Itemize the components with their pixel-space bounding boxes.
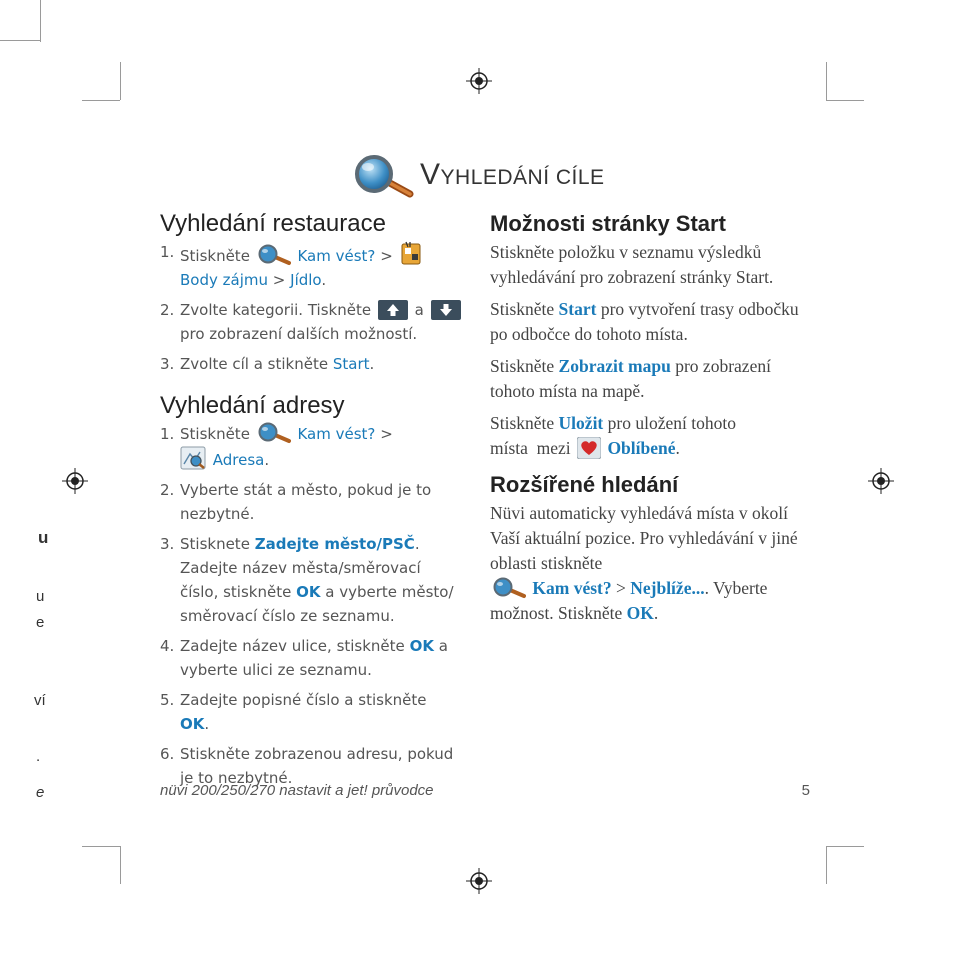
step-text: . bbox=[414, 535, 420, 553]
step-text: . bbox=[321, 271, 327, 289]
paragraph-text: > bbox=[615, 578, 626, 598]
start-label: Start bbox=[558, 299, 597, 319]
trim-mark bbox=[120, 846, 121, 884]
paragraph bbox=[490, 411, 810, 461]
step-text: > bbox=[272, 271, 286, 289]
step-number: 3. bbox=[160, 355, 175, 373]
step-number: 2. bbox=[160, 481, 175, 499]
kam-vest-label: Kam vést? bbox=[297, 425, 376, 443]
page-number: 5 bbox=[801, 782, 810, 799]
bleed-fragment: ví bbox=[34, 692, 46, 709]
bleed-fragment: e bbox=[36, 614, 45, 631]
step-text: a bbox=[438, 637, 448, 655]
paragraph-text: Stiskněte bbox=[490, 299, 555, 319]
section-title-rest: YHLEDÁNÍ CÍLE bbox=[440, 166, 605, 189]
ok-label: OK bbox=[409, 637, 434, 655]
paragraph bbox=[490, 501, 810, 626]
list-item bbox=[160, 532, 480, 628]
kam-vest-label: Kam vést? bbox=[532, 578, 612, 598]
jidlo-label: Jídlo bbox=[290, 271, 322, 289]
restaurant-steps bbox=[160, 240, 480, 376]
step-text: Stisknete bbox=[180, 535, 250, 553]
step-text: směrovací číslo ze seznamu. bbox=[180, 607, 395, 625]
step-text: Zadejte název města/směrovací bbox=[180, 559, 421, 577]
step-text: . bbox=[264, 451, 270, 469]
registration-mark-icon bbox=[466, 868, 492, 894]
ulozit-label: Uložit bbox=[558, 413, 604, 433]
step-text: . bbox=[204, 715, 210, 733]
trim-mark bbox=[826, 62, 827, 100]
body-zajmu-label: Body zájmu bbox=[180, 271, 268, 289]
bleed-fragment: u bbox=[38, 528, 49, 547]
section-title bbox=[420, 158, 605, 192]
heading-advanced-search: Rozšířené hledání bbox=[490, 472, 679, 497]
list-item bbox=[160, 688, 480, 736]
paragraph-text: . Vyberte možnost. Stiskněte bbox=[490, 578, 768, 623]
step-number: 1. bbox=[160, 243, 175, 261]
zobrazit-mapu-label: Zobrazit mapu bbox=[558, 356, 671, 376]
paragraph-text: pro zobrazení tohoto místa na mapě. bbox=[490, 356, 771, 401]
trim-mark bbox=[826, 846, 827, 884]
step-text: je to nezbytné. bbox=[180, 769, 293, 787]
search-icon bbox=[492, 577, 526, 599]
step-number: 4. bbox=[160, 637, 175, 655]
step-text: a vyberte město/ bbox=[325, 583, 454, 601]
step-text: číslo, stiskněte bbox=[180, 583, 292, 601]
search-icon bbox=[257, 422, 291, 444]
paragraph-text: pro vytvoření trasy odbočku po odbočce do tohoto místa. bbox=[490, 299, 799, 344]
search-icon bbox=[352, 154, 414, 202]
heading-start-options: Možnosti stránky Start bbox=[490, 211, 726, 236]
trim-mark bbox=[826, 846, 864, 847]
step-text: Zvolte cíl a stikněte bbox=[180, 355, 329, 373]
step-text: Zadejte popisné číslo a stiskněte bbox=[180, 691, 427, 709]
registration-mark-icon bbox=[62, 468, 88, 494]
trim-mark bbox=[82, 100, 120, 101]
list-item bbox=[160, 240, 480, 292]
step-text: Stiskněte bbox=[180, 247, 250, 265]
trim-mark bbox=[40, 0, 41, 42]
step-text: Zadejte název ulice, stiskněte bbox=[180, 637, 405, 655]
paragraph-text: . bbox=[675, 438, 680, 458]
heading-address: Vyhledání adresy bbox=[160, 392, 345, 419]
footer-title: nüvi 200/250/270 nastavit a jet! průvodce bbox=[160, 782, 434, 799]
adresa-label: Adresa bbox=[212, 451, 265, 469]
step-text: > bbox=[380, 425, 393, 443]
bleed-fragment: e bbox=[36, 784, 45, 801]
step-text: pro zobrazení dalších možností. bbox=[180, 325, 418, 343]
paragraph: Stiskněte položku v seznamu výsledků vyhledávání pro zobrazení stránky Start. bbox=[490, 242, 774, 287]
address-steps bbox=[160, 422, 480, 790]
section-title-initial: V bbox=[420, 158, 441, 191]
bleed-fragment: . bbox=[36, 748, 41, 765]
ok-label: OK bbox=[180, 715, 205, 733]
step-text: . bbox=[369, 355, 375, 373]
list-item bbox=[160, 634, 480, 682]
ok-label: OK bbox=[296, 583, 321, 601]
step-text: Vyberte stát a město, pokud je to bbox=[180, 481, 432, 499]
section-header bbox=[352, 148, 642, 204]
step-number: 1. bbox=[160, 425, 175, 443]
step-text: a bbox=[414, 301, 424, 319]
paragraph-text: Nüvi automaticky vyhledává místa v okolí Vaší aktuální pozice. Pro vyhledávání v jiné oblasti stiskněte bbox=[490, 503, 798, 573]
list-item bbox=[160, 352, 480, 376]
arrow-down-icon bbox=[431, 300, 461, 320]
poi-icon bbox=[400, 240, 422, 266]
heading-restaurant: Vyhledání restaurace bbox=[160, 210, 386, 237]
trim-mark bbox=[120, 62, 121, 100]
step-text: nezbytné. bbox=[180, 505, 255, 523]
list-item bbox=[160, 478, 480, 526]
zadejte-mesto-label: Zadejte město/PSČ bbox=[254, 535, 415, 553]
step-text: Stiskněte zobrazenou adresu, pokud bbox=[180, 745, 454, 763]
address-icon bbox=[180, 446, 206, 470]
step-text: Stiskněte bbox=[180, 425, 250, 443]
registration-mark-icon bbox=[868, 468, 894, 494]
paragraph-text: Stiskněte bbox=[490, 356, 555, 376]
ok-label: OK bbox=[626, 603, 654, 623]
step-text: vyberte ulici ze seznamu. bbox=[180, 661, 372, 679]
trim-mark bbox=[0, 40, 40, 41]
step-number: 6. bbox=[160, 745, 175, 763]
paragraph-text: místa mezi bbox=[490, 438, 571, 458]
paragraph-text: Stiskněte bbox=[490, 413, 555, 433]
paragraph-text: pro uložení tohoto bbox=[607, 413, 736, 433]
nejblize-label: Nejblíže... bbox=[630, 578, 705, 598]
paragraph bbox=[490, 297, 810, 347]
start-label: Start bbox=[332, 355, 370, 373]
oblibene-label: Oblíbené bbox=[607, 438, 676, 458]
step-number: 2. bbox=[160, 301, 175, 319]
trim-mark bbox=[82, 846, 120, 847]
list-item bbox=[160, 298, 480, 346]
step-number: 3. bbox=[160, 535, 175, 553]
search-icon bbox=[257, 244, 291, 266]
right-column bbox=[490, 208, 810, 633]
list-item bbox=[160, 422, 480, 472]
page-footer bbox=[160, 782, 810, 799]
paragraph-text: . bbox=[653, 603, 659, 623]
step-text: > bbox=[380, 247, 393, 265]
trim-mark bbox=[826, 100, 864, 101]
registration-mark-icon bbox=[466, 68, 492, 94]
heart-icon bbox=[577, 437, 601, 459]
bleed-fragment: u bbox=[36, 588, 45, 605]
kam-vest-label: Kam vést? bbox=[297, 247, 376, 265]
step-text: Zvolte kategorii. Tiskněte bbox=[180, 301, 372, 319]
paragraph bbox=[490, 354, 810, 404]
step-number: 5. bbox=[160, 691, 175, 709]
arrow-up-icon bbox=[378, 300, 408, 320]
left-column bbox=[160, 208, 480, 790]
